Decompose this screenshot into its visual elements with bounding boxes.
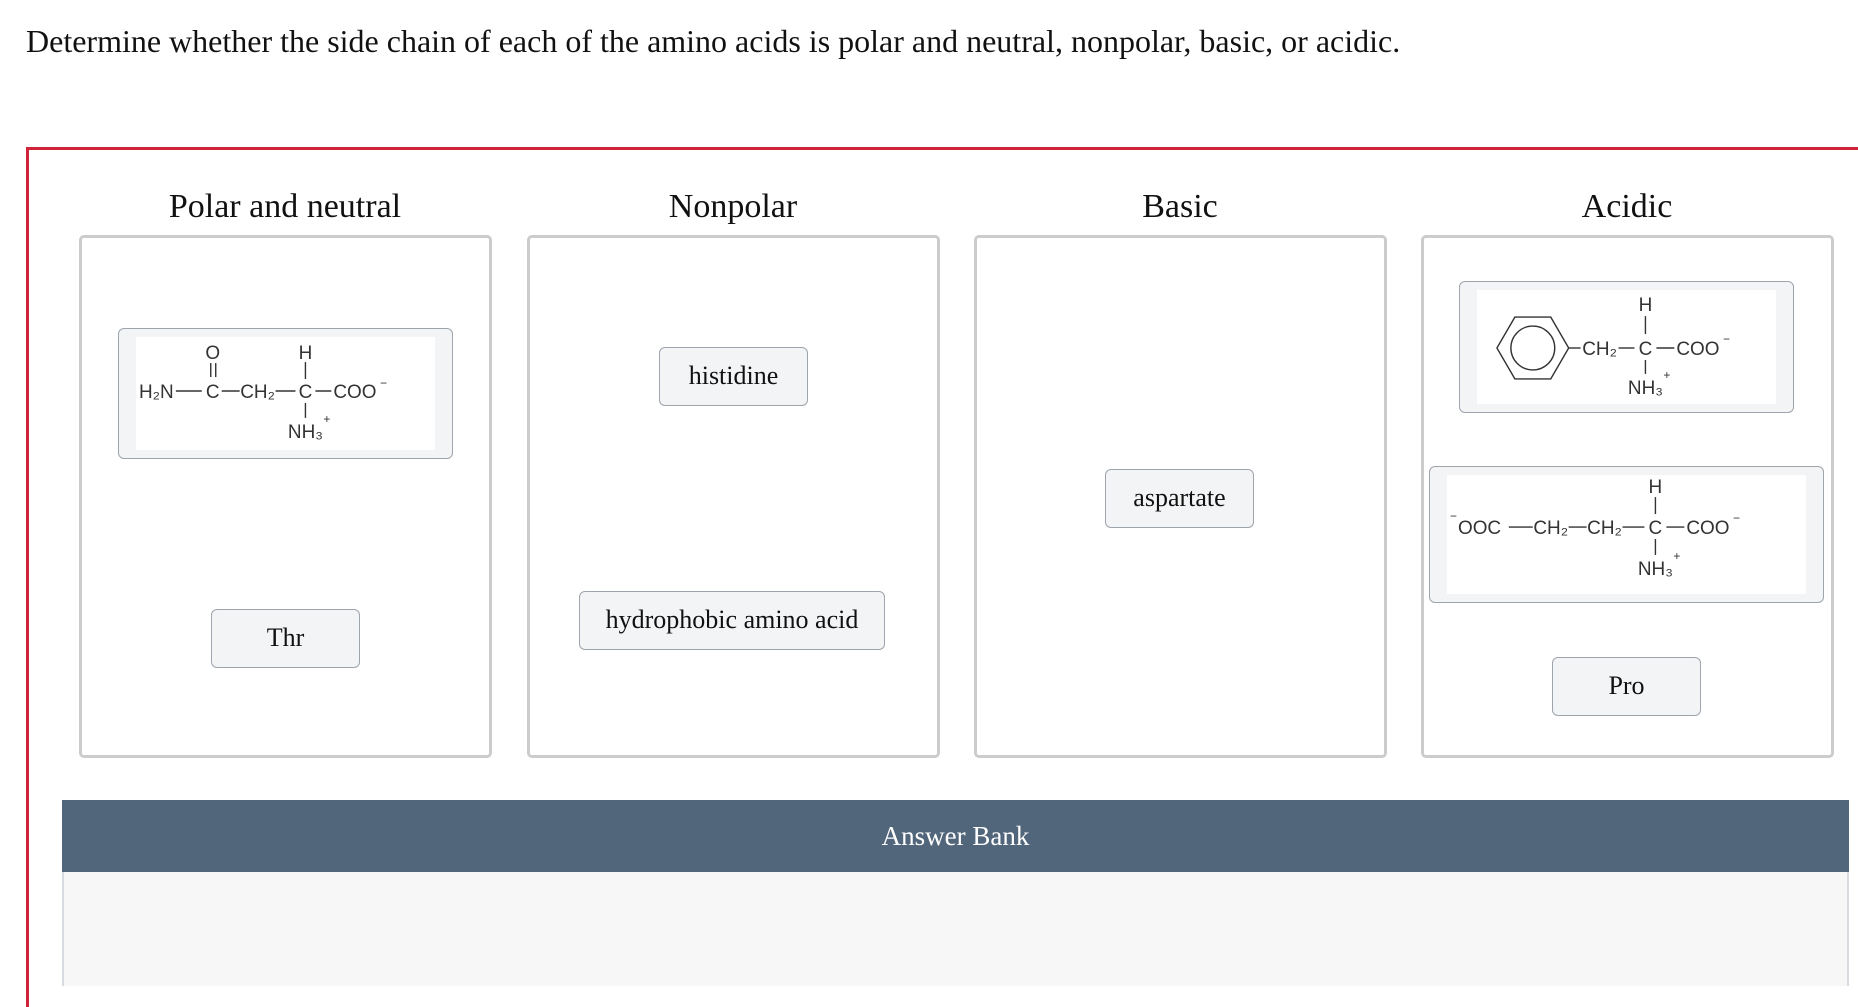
glutamate-structure-token[interactable] xyxy=(1429,466,1824,603)
question-prompt: Determine whether the side chain of each of the amino acids is polar and neutral, nonpolar, basic, or acidic. xyxy=(26,23,1401,59)
bin-title-basic: Basic xyxy=(1142,188,1218,225)
amine-label: H₂N xyxy=(138,381,174,403)
bin-title-polar-neutral: Polar and neutral xyxy=(168,188,402,225)
ammonium-label: NH₃ xyxy=(1627,377,1663,399)
hydrogen-label: H xyxy=(1638,295,1653,317)
hydrogen-label: H xyxy=(298,343,313,365)
svg-text:+: + xyxy=(1663,367,1671,382)
alpha-carbon-label: C xyxy=(298,381,313,403)
side-chain-carboxylate-label: OOC xyxy=(1457,518,1502,540)
svg-text:−: − xyxy=(1723,332,1731,347)
svg-text:−: − xyxy=(380,376,388,391)
carboxylate-label: COO xyxy=(333,381,377,403)
glutamate-structure xyxy=(1447,475,1806,594)
glutamate-structure-drawing xyxy=(1447,475,1806,594)
hydrophobic-amino-acid-token[interactable]: hydrophobic amino acid xyxy=(579,591,885,650)
phenylalanine-structure xyxy=(1477,290,1776,404)
phenylalanine-structure-token[interactable] xyxy=(1459,281,1794,413)
svg-text:−: − xyxy=(1449,509,1457,524)
ammonium-label: NH₃ xyxy=(1637,558,1673,580)
answer-bank-header: Answer Bank xyxy=(62,800,1849,872)
thr-token[interactable]: Thr xyxy=(211,609,360,668)
carbonyl-carbon-label: C xyxy=(205,381,220,403)
methylene-label: CH₂ xyxy=(1582,338,1617,360)
bin-title-acidic: Acidic xyxy=(1581,188,1673,225)
pro-token[interactable]: Pro xyxy=(1552,657,1701,716)
phenylalanine-structure-drawing xyxy=(1477,290,1776,404)
ammonium-label: NH₃ xyxy=(287,421,323,443)
bin-polar-neutral[interactable] xyxy=(79,235,492,758)
asparagine-structure-token[interactable] xyxy=(118,328,453,459)
svg-text:+: + xyxy=(1673,548,1681,563)
aspartate-token[interactable]: aspartate xyxy=(1105,469,1254,528)
alpha-carbon-label: C xyxy=(1638,338,1653,360)
methylene-label-1: CH₂ xyxy=(1533,518,1569,540)
answer-bank-area[interactable] xyxy=(62,872,1849,986)
histidine-token[interactable]: histidine xyxy=(659,347,808,406)
carboxylate-label: COO xyxy=(1686,518,1730,540)
alpha-carbon-label: C xyxy=(1648,518,1663,540)
svg-text:+: + xyxy=(323,411,331,426)
hydrogen-label: H xyxy=(1648,477,1663,499)
methylene-label: CH₂ xyxy=(240,381,275,403)
svg-text:−: − xyxy=(1733,511,1741,526)
bin-title-nonpolar: Nonpolar xyxy=(668,188,798,225)
bin-nonpolar[interactable] xyxy=(527,235,940,758)
methylene-label-2: CH₂ xyxy=(1587,518,1622,540)
asparagine-structure xyxy=(136,337,435,450)
asparagine-structure-drawing xyxy=(136,337,435,450)
carboxylate-label: COO xyxy=(1676,338,1720,360)
oxygen-label: O xyxy=(205,343,221,365)
